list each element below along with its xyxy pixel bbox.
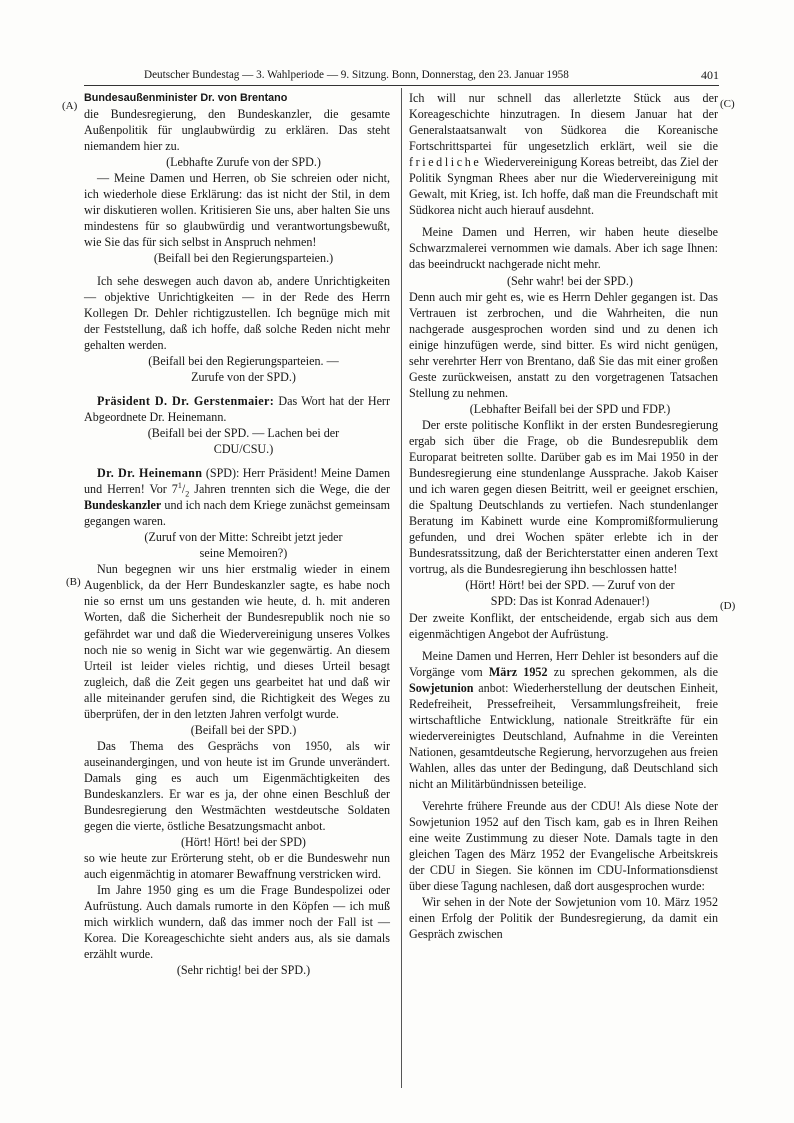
- paragraph: die Bundesregierung, den Bundeskanzler, die gesamte Außenpolitik für unglaubwürdig zu erklären. Das steht niemandem hier zu.: [84, 107, 390, 154]
- interjection: (Sehr wahr! bei der SPD.): [507, 273, 633, 288]
- interjection: (Lebhafte Zurufe von der SPD.): [166, 155, 321, 170]
- spacer: [84, 385, 390, 393]
- interjection: (Zuruf von der Mitte: Schreibt jetzt jeder: [144, 530, 343, 545]
- emphasis: friedliche: [409, 155, 482, 170]
- paragraph: Der erste politische Konflikt in der ersten Bundesregierung ergab sich über die Frage, ob die Bundesrepublik dem Europarat beitreten sollte. Darüber gab es im Mai 1950 in der Bundesregierung eine stundenlange Aussprache. Jakob Kaiser und ich waren gegen diesen Beitritt, weil er geeignet erschien, die Spaltung Deutschlands zu vertiefen. Nach stundenlanger Beratung im Kabinett wurde eine Kompromißformulierung gefunden, und drei Wochen später erlebte ich in der Bundesratssitzung, daß der Berichterstatter einen anderen Text vortrug, als die Bundesregierung ihn beschlossen hatte!: [409, 417, 718, 577]
- paragraph-president: [84, 393, 390, 425]
- fraction-slash: /: [181, 482, 186, 497]
- paragraph: [409, 90, 718, 218]
- column-divider: [401, 88, 402, 1088]
- keyword: Sowjetunion: [409, 680, 474, 695]
- paragraph: Der zweite Konflikt, der entscheidende, ergab sich aus dem eigenmächtigen Angebot der Aufrüstung.: [409, 610, 718, 641]
- paragraph: Im Jahre 1950 ging es um die Frage Bundespolizei oder Aufrüstung. Auch damals rumorte in den Köpfen — ich muß mich wirklich wundern, daß das immer noch der Fall ist — Korea. Die Koreageschichte sieht anders aus, als sie damals erzählt wurde.: [84, 883, 390, 962]
- paragraph-text: Jahren trennten sich die Wege, die der: [189, 482, 391, 497]
- paragraph-text: anbot: Wiederherstellung der deutschen Einheit, Redefreiheit, Pressefreiheit, Versammlungsfreiheit, freie wirtschaftliche Entwicklung, nationale Streitkräfte für ein wiedervereinigtes Deutschland, Aufnahme in die Vereinten Nationen, gesamtdeutsche Regierung, hervorzugehen aus freien Wahlen, alles das unter der Bedingung, daß Deutschland sich nicht an Militärbündnissen beteilige.: [409, 680, 718, 791]
- interjection: (Beifall bei den Regierungsparteien. —: [148, 353, 339, 368]
- spacer: [84, 457, 390, 465]
- paragraph-heinemann: [84, 465, 390, 529]
- paragraph: Das Thema des Gesprächs von 1950, als wir auseinandergingen, und von heute ist im Grunde unverändert. Damals ging es auch um Eigenmächtigkeiten des Bundeskanzlers. Er war es ja, der ohne einen Beschluß der Bundesregierung den Westmächten westdeutsche Soldaten gegen die vierte, östliche Besatzungsmacht anbot.: [84, 738, 390, 834]
- paragraph: Denn auch mir geht es, wie es Herrn Dehler gegangen ist. Das Vertrauen ist zerbrochen, und die Wahrheiten, die nun nachgerade ausgesprochen worden sind und zu denen ich einige hinzufügen werde, sind bitter. Es wird nicht genügen, sehr verehrter Herr von Brentano, daß Sie das mit einer großen Geste zurückweisen, anstatt zu den vorgetragenen Tatsachen Stellung zu nehmen.: [409, 289, 718, 400]
- quotation: Wir sehen in der Note der Sowjetunion vom 10. März 1952 einen Erfolg der Politik der Bundesregierung, da damit ein Gespräch zwischen: [409, 895, 718, 942]
- paragraph-text: (SPD): Herr Präsident! Meine Damen und Herren! Vor 7: [84, 466, 390, 497]
- interjection: (Sehr richtig! bei der SPD.): [176, 963, 311, 978]
- paragraph: Verehrte frühere Freunde aus der CDU! Als diese Note der Sowjetunion 1952 auf den Tisch kam, gab es in Ihren Reihen eine weite Zustimmung zu dieser Note. Damals tagte in den gleichen Tagen des März 1952 der Evangelische Arbeitskreis der CDU in Siegen. Sie können im CDU-Informationsdienst über diese Tagung nachlesen, daß dort ausgesprochen wurde:: [409, 799, 718, 894]
- speaker-header: Bundesaußenminister Dr. von Brentano: [84, 92, 288, 104]
- interjection: (Beifall bei der SPD. — Lachen bei der: [147, 425, 340, 440]
- paragraph: — Meine Damen und Herren, ob Sie schreien oder nicht, ich wiederhole diese Erklärung: das ist nicht der Stil, in dem wir diskutieren wollen. Kritisieren Sie uns, aber halten Sie uns mindestens für so glaubwürdig und verantwortungsbewußt, wie Sie das für sich selbst in Anspruch nehmen!: [84, 171, 390, 250]
- margin-mark-b: (B): [66, 576, 81, 588]
- keyword: März 1952: [488, 664, 548, 679]
- paragraph-text: Ich will nur schnell das allerletzte Stück aus der Koreageschichte hinzutragen. In diesem Januar hat der Generalstaatsanwalt von Südkorea die Koreanische Fortschrittspartei für ungesetzlich erklärt, weil sie die: [409, 91, 718, 154]
- interjection: (Beifall bei den Regierungsparteien.): [153, 251, 334, 266]
- margin-mark-d: (D): [720, 600, 736, 612]
- keyword: Bundeskanzler: [84, 498, 162, 513]
- fraction-denominator: 2: [185, 489, 190, 499]
- interjection: Zurufe von der SPD.): [191, 369, 296, 384]
- paragraph-text: Meine Damen und Herren, Herr Dehler ist besonders auf die Vorgänge vom: [409, 648, 718, 679]
- left-column: [84, 90, 390, 979]
- margin-mark-c: (C): [720, 98, 735, 110]
- interjection: (Hört! Hört! bei der SPD. — Zuruf von der: [465, 578, 675, 593]
- paragraph: Nun begegnen wir uns hier erstmalig wieder in einem Augenblick, da der Herr Bundeskanzler sagte, es habe noch nie so ernst um uns gestanden wie heute, d. h. mit anderen Worten, daß die Sicherheit der Bundesrepublik noch nie so gefährdet war und daß die Wiedervereinigung unseres Volkes noch nie so wenig in Sicht war wie gegenwärtig. An diesem Urteil ist leider vieles richtig, und dieses Urteil besagt zugleich, daß die Zeit gegen uns gearbeitet hat und daß wir alle miteinander gerufen sind, die Richtigkeit des Weges zu überprüfen, der in den letzten Jahren verfolgt wurde.: [84, 562, 390, 721]
- interjection: seine Memoiren?): [199, 546, 288, 561]
- header-rule: [84, 85, 719, 86]
- paragraph: [409, 648, 718, 792]
- paragraph: Meine Damen und Herren, wir haben heute dieselbe Schwarzmalerei vernommen wie damals. Aber ich sage Ihnen: das beeindruckt nachgerade nicht mehr.: [409, 225, 718, 272]
- paragraph-text: Das Wort hat der Herr Abgeordnete Dr. Heinemann.: [84, 393, 390, 424]
- paragraph: Ich sehe deswegen auch davon ab, andere Unrichtigkeiten — objektive Unrichtigkeiten — in der Rede des Herrn Kollegen Dr. Dehler richtigzustellen. Ich begnüge mich mit der Feststellung, daß ich hoffe, daß solche Reden nicht mehr gehalten werden.: [84, 273, 390, 352]
- interjection: (Beifall bei der SPD.): [190, 722, 297, 737]
- page-number: 401: [701, 68, 719, 82]
- paragraph-text: Wiedervereinigung Koreas betreibt, das Ziel der Politik Syngman Rhees aber nur die Wiedervereinigung mit Gewalt, mit Krieg, ist. Ich hoffe, daß man die Freundschaft mit Südkorea nicht auch hierauf ausdehnt.: [409, 155, 718, 218]
- margin-mark-a: (A): [62, 100, 78, 112]
- speaker-name: Präsident D. Dr. Gerstenmaier:: [97, 393, 275, 408]
- fraction-numerator: 1: [177, 481, 182, 491]
- interjection: (Hört! Hört! bei der SPD): [181, 835, 306, 850]
- speaker-name: Dr. Dr. Heinemann: [97, 466, 203, 481]
- running-title: Deutscher Bundestag — 3. Wahlperiode — 9. Sitzung. Bonn, Donnerstag, den 23. Januar 1958: [144, 69, 569, 81]
- paragraph-text: zu sprechen gekommen, als die: [547, 664, 718, 679]
- paragraph-text: und ich nach dem Kriege zunächst gemeinsam gegangen waren.: [84, 498, 390, 529]
- interjection: SPD: Das ist Konrad Adenauer!): [490, 594, 650, 609]
- paragraph: so wie heute zur Erörterung steht, ob er die Bundeswehr nun auch eigenmächtig in atomarer Bewaffnung verstricken wird.: [84, 851, 390, 882]
- interjection: (Lebhafter Beifall bei der SPD und FDP.): [469, 401, 671, 416]
- right-column: [409, 90, 718, 942]
- interjection: CDU/CSU.): [213, 441, 274, 456]
